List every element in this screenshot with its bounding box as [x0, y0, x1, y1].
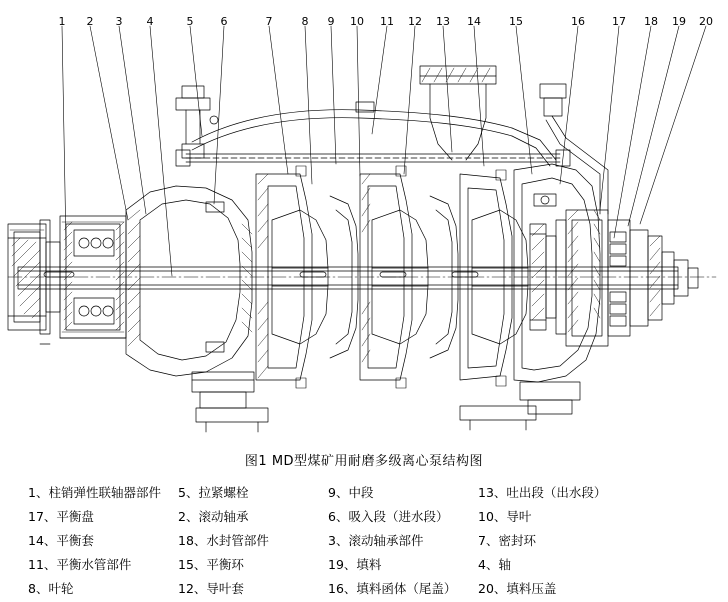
pump-cross-section-drawing: [0, 24, 728, 444]
callout-number-14: 14: [467, 15, 481, 28]
callout-number-19: 19: [672, 15, 686, 28]
legend-item-12: 12、导叶套: [178, 581, 244, 596]
callout-number-4: 4: [146, 15, 154, 28]
tie-bolt: [176, 150, 570, 166]
callout-number-1: 1: [58, 15, 66, 28]
callout-number-7: 7: [265, 15, 273, 28]
legend-item-7: 7、密封环: [478, 533, 536, 548]
parts-legend: [28, 480, 708, 600]
packing-rings: [610, 232, 626, 326]
discharge-section-casing: [420, 66, 600, 414]
callout-number-16: 16: [571, 15, 585, 28]
balance-water-pipe: [192, 102, 556, 166]
legend-item-6: 6、吸入段（进水段）: [328, 509, 449, 524]
legend-item-8: 8、叶轮: [28, 581, 74, 596]
legend-item-18: 18、水封管部件: [178, 533, 269, 548]
callout-number-20: 20: [699, 15, 713, 28]
suction-section-casing: [126, 186, 254, 408]
legend-item-1: 1、柱销弹性联轴器部件: [28, 485, 161, 500]
callout-number-12: 12: [408, 15, 422, 28]
legend-item-19: 19、填料: [328, 557, 382, 572]
legend-item-5: 5、拉紧螺栓: [178, 485, 249, 500]
figure-caption: 图1 MD型煤矿用耐磨多级离心泵结构图: [244, 454, 484, 469]
legend-item-14: 14、平衡套: [28, 533, 94, 548]
legend-item-10: 10、导叶: [478, 509, 532, 524]
callout-number-2: 2: [86, 15, 94, 28]
callout-number-13: 13: [436, 15, 450, 28]
legend-item-16: 16、填料函体（尾盖）: [328, 581, 457, 596]
legend-item-15: 15、平衡环: [178, 557, 244, 572]
packing-box-assembly: [540, 84, 698, 346]
legend-item-11: 11、平衡水管部件: [28, 557, 132, 572]
pump-base-feet: [196, 406, 536, 432]
legend-item-13: 13、吐出段（出水段）: [478, 485, 607, 500]
callout-number-3: 3: [115, 15, 123, 28]
coupling-assembly: [8, 220, 60, 344]
callout-number-10: 10: [350, 15, 364, 28]
legend-item-2: 2、滚动轴承: [178, 509, 249, 524]
pump-shaft: [18, 267, 678, 289]
balance-disc-assembly: [530, 194, 566, 334]
legend-item-17: 17、平衡盘: [28, 509, 94, 524]
callout-number-8: 8: [301, 15, 309, 28]
legend-item-9: 9、中段: [328, 485, 374, 500]
callout-number-9: 9: [327, 15, 335, 28]
legend-item-4: 4、轴: [478, 557, 511, 572]
leader-lines: [62, 26, 706, 276]
legend-item-3: 3、滚动轴承部件: [328, 533, 424, 548]
callout-number-15: 15: [509, 15, 523, 28]
callout-number-5: 5: [186, 15, 194, 28]
callout-number-17: 17: [612, 15, 626, 28]
callout-number-18: 18: [644, 15, 658, 28]
legend-item-20: 20、填料压盖: [478, 581, 557, 596]
callout-number-6: 6: [220, 15, 228, 28]
callout-number-11: 11: [380, 15, 394, 28]
